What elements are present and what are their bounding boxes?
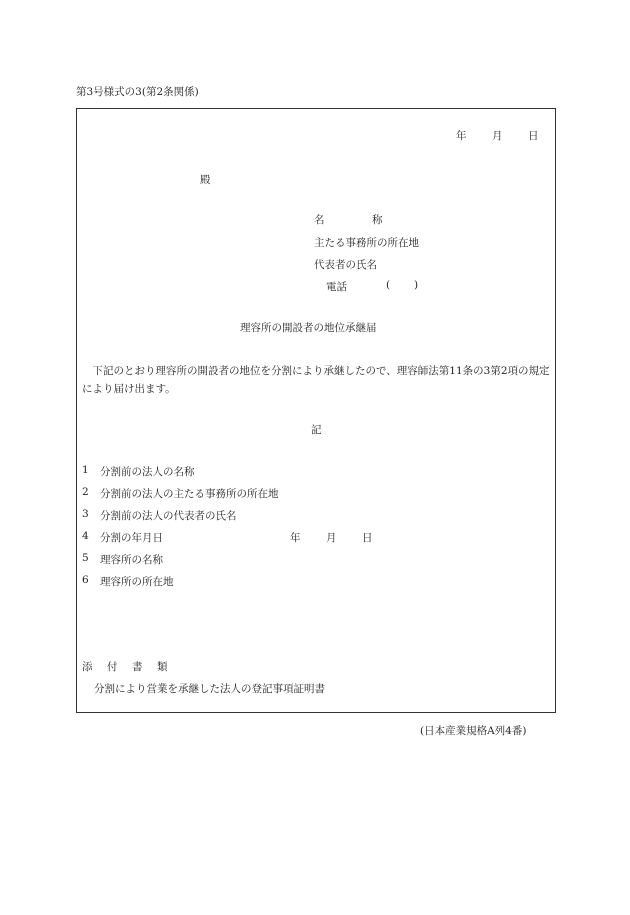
item-label: 分割前の法人の主たる事務所の所在地 xyxy=(100,488,279,500)
document-title: 理容所の開設者の地位承継届 xyxy=(240,322,377,334)
form-number: 第3号様式の3(第2条関係) xyxy=(76,86,199,98)
footer-note: (日本産業規格A列4番) xyxy=(420,725,527,737)
item4-month-label: 月 xyxy=(326,532,337,544)
applicant-office-label: 主たる事務所の所在地 xyxy=(314,237,419,249)
applicant-phone-label: 電話 xyxy=(326,281,347,293)
applicant-name-label-1: 名 xyxy=(314,214,325,226)
item-label: 理容所の名称 xyxy=(100,554,163,566)
date-day-label: 日 xyxy=(528,130,539,142)
addressee-suffix: 殿 xyxy=(200,174,211,186)
item-label: 分割前の法人の代表者の氏名 xyxy=(100,510,237,522)
item-number: 1 xyxy=(82,464,89,476)
item4-year-label: 年 xyxy=(290,532,301,544)
attachments-heading-char: 付 xyxy=(107,661,118,673)
item4-day-label: 日 xyxy=(362,532,373,544)
item-number: 6 xyxy=(82,574,89,586)
item-number: 5 xyxy=(82,552,89,564)
attachments-text: 分割により営業を承継した法人の登記事項証明書 xyxy=(94,683,325,695)
attachments-heading-char: 類 xyxy=(157,661,168,673)
ki-heading: 記 xyxy=(311,424,322,436)
form-frame xyxy=(76,108,556,713)
applicant-representative-label: 代表者の氏名 xyxy=(314,259,377,271)
item-label: 分割の年月日 xyxy=(100,532,163,544)
applicant-phone-close: ) xyxy=(414,279,419,291)
date-year-label: 年 xyxy=(456,130,467,142)
item-label: 理容所の所在地 xyxy=(100,576,174,588)
applicant-phone-open: ( xyxy=(386,279,391,291)
date-month-label: 月 xyxy=(492,130,503,142)
item-number: 4 xyxy=(82,530,89,542)
item-label: 分割前の法人の名称 xyxy=(100,466,195,478)
applicant-name-label-2: 称 xyxy=(372,214,383,226)
body-text-content: 下記のとおり理容所の開設者の地位を分割により承継したので、理容師法第11条の3第2項の規定により届け出ます。 xyxy=(82,365,550,395)
item-number: 3 xyxy=(82,508,89,520)
body-text xyxy=(82,362,552,398)
item-number: 2 xyxy=(82,486,89,498)
attachments-heading-char: 添 xyxy=(82,661,93,673)
attachments-heading-char: 書 xyxy=(132,661,143,673)
